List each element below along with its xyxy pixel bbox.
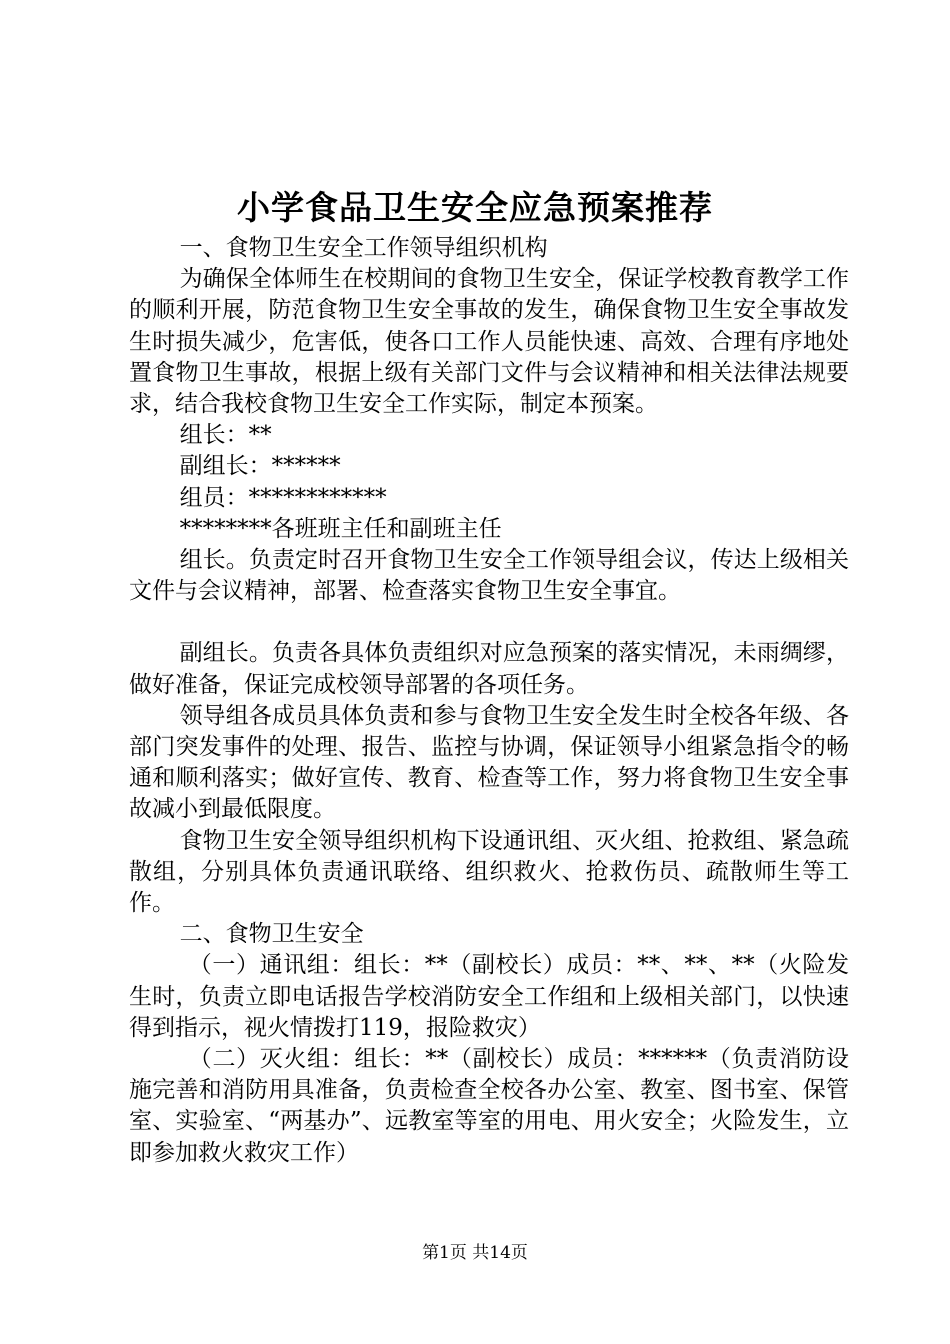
paragraph: 组长：** <box>179 422 272 449</box>
paragraph: 组长。负责定时召开食物卫生安全工作领导组会议，传达上级相关文件与会议精神，部署、检查落实食物卫生安全事宜。 <box>129 547 849 605</box>
paragraph: （二）灭火组：组长：**（副校长）成员：******（负责消防设施完善和消防用具准备，负责检查全校各办公室、教室、图书室、保管室、实验室、“两基办”、远教室等室的用电、用火安全；火险发生，立即参加救火救灾工作） <box>129 1046 849 1166</box>
paragraph: 组员：************ <box>179 484 387 511</box>
paragraph: 副组长。负责各具体负责组织对应急预案的落实情况，未雨绸缪，做好准备，保证完成校领导部署的各项任务。 <box>129 640 849 698</box>
section-heading: 二、食物卫生安全 <box>179 921 364 948</box>
paragraph: （一）通讯组：组长：**（副校长）成员：**、**、**（火险发生时，负责立即电话报告学校消防安全工作组和上级相关部门，以快速得到指示，视火情拨打119，报险救灾） <box>129 952 849 1041</box>
paragraph: 领导组各成员具体负责和参与食物卫生安全发生时全校各年级、各部门突发事件的处理、报告、监控与协调，保证领导小组紧急指令的畅通和顺利落实；做好宣传、教育、检查等工作，努力将食物卫生安全事故减小到最低限度。 <box>129 702 849 823</box>
paragraph: 为确保全体师生在校期间的食物卫生安全，保证学校教育教学工作的顺利开展，防范食物卫生安全事故的发生，确保食物卫生安全事故发生时损失减少，危害低，使各口工作人员能快速、高效、合理有序地处置食物卫生事故，根据上级有关部门文件与会议精神和相关法律法规要求，结合我校食物卫生安全工作实际，制定本预案。 <box>129 266 849 418</box>
page-footer: 第1页 共14页 <box>422 1243 528 1263</box>
document-title: 小学食品卫生安全应急预案推荐 <box>237 188 713 227</box>
paragraph: 食物卫生安全领导组织机构下设通讯组、灭火组、抢救组、紧急疏散组，分别具体负责通讯联络、组织救火、抢救伤员、疏散师生等工作。 <box>129 827 849 917</box>
paragraph: ********各班班主任和副班主任 <box>179 515 502 542</box>
paragraph: 副组长：****** <box>179 453 341 480</box>
document-body <box>129 233 849 1169</box>
section-heading: 一、食物卫生安全工作领导组织机构 <box>179 235 548 261</box>
